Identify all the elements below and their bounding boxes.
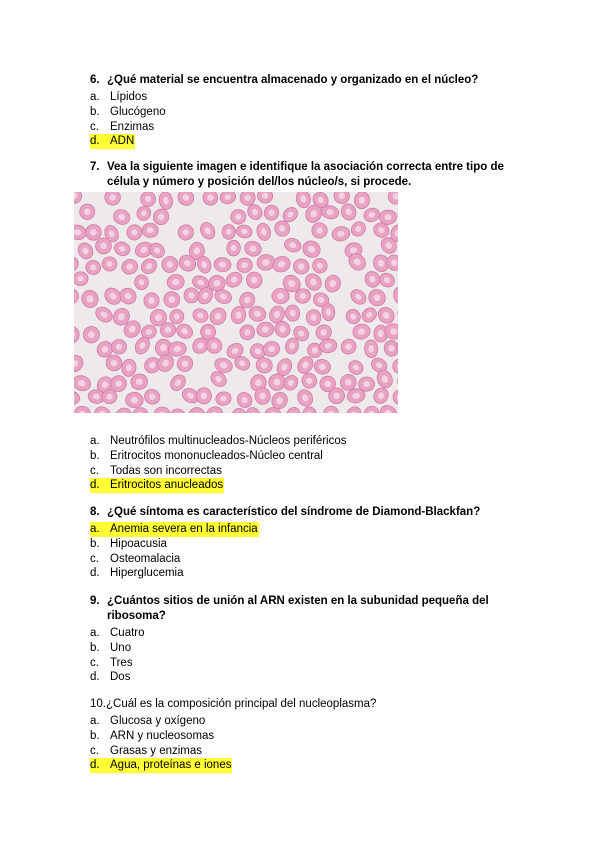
red-blood-cell [302,406,318,413]
red-blood-cell [102,192,123,208]
red-blood-cell [138,256,159,277]
red-blood-cell [235,256,253,274]
option-a [90,714,530,729]
option-text: Glucógeno [110,105,166,118]
red-blood-cell [362,206,381,223]
option-b [90,449,530,464]
option-d-highlighted [90,478,530,493]
red-blood-cell [313,358,332,376]
red-blood-cell [174,322,195,342]
red-blood-cell [117,285,139,307]
option-letter: a. [90,435,100,447]
red-blood-cell [300,238,323,261]
option-text: Dos [110,671,131,684]
option-letter: d. [90,671,100,684]
red-blood-cell [263,204,281,222]
red-blood-cell [235,224,253,240]
option-c [90,552,530,567]
option-text: Hiperglucemia [110,567,184,580]
red-blood-cell [74,272,88,286]
red-blood-cell [351,323,371,341]
option-c [90,744,530,759]
question-10 [90,697,530,773]
red-blood-cell [186,405,208,413]
option-d-highlighted [90,758,530,773]
question-7 [90,160,530,190]
option-letter: b. [90,641,100,654]
red-blood-cell [134,274,149,290]
red-blood-cell [100,255,118,273]
option-letter: d. [90,134,110,149]
red-blood-cell [230,305,248,325]
option-a [90,626,530,641]
red-blood-cell [93,405,112,413]
option-text: Cuatro [110,627,145,639]
blood-smear-svg [74,192,398,413]
option-text: Lípidos [110,91,148,103]
red-blood-cell [111,339,127,354]
red-blood-cell [238,323,258,343]
option-a-highlighted [90,522,530,537]
red-blood-cell [158,192,174,211]
option-letter: a. [90,522,110,537]
red-blood-cell [120,257,140,276]
red-blood-cell [397,306,398,321]
question-number: 6. [90,74,100,86]
red-blood-cell [295,387,316,409]
red-blood-cell [84,259,102,276]
red-blood-cell [256,321,275,338]
option-letter: d. [90,478,110,493]
red-blood-cell [80,288,101,309]
red-blood-cell [175,222,196,243]
red-blood-cell [270,254,292,275]
question-number: 7. [90,161,100,173]
option-letter: d. [90,758,110,773]
option-b [90,729,530,744]
red-blood-cell [121,358,137,377]
option-text: Neutrófilos multinucleados-Núcleos periféricos [110,435,347,447]
option-a [90,434,530,449]
option-letter: b. [90,537,100,550]
option-text: Agua, proteínas e iones [110,759,232,772]
blood-smear-image [74,192,398,413]
red-blood-cell [331,225,351,242]
option-text: ADN [110,135,135,148]
red-blood-cell [292,258,311,276]
question-9-title [90,594,530,624]
option-text: ARN y nucleosomas [110,729,215,742]
option-text: Uno [110,641,132,654]
red-blood-cell [191,306,211,325]
option-letter: b. [90,729,100,742]
red-blood-cell [272,288,290,304]
red-blood-cell [321,303,335,321]
red-blood-cell [125,392,144,409]
red-blood-cell [142,291,161,310]
red-blood-cell [348,287,369,308]
red-blood-cell [74,390,81,406]
red-blood-cell [390,357,398,376]
red-blood-cell [160,254,180,274]
question-6 [90,73,530,149]
option-c [90,656,530,671]
red-blood-cell [81,325,101,345]
option-text: Glucosa y oxígeno [110,715,206,727]
option-letter: c. [90,120,99,133]
red-blood-cell [256,192,275,205]
option-d-highlighted [90,134,530,149]
question-text: ¿Cuántos sitios de unión al ARN existen en la subunidad pequeña del ribosoma? [107,595,489,622]
red-blood-cell [396,372,398,391]
red-blood-cell [226,240,241,257]
question-8 [90,505,530,581]
question-7-title [90,160,530,190]
red-blood-cell [348,219,368,239]
red-blood-cell [300,371,319,391]
red-blood-cell [74,192,82,203]
red-blood-cell [198,220,218,242]
option-b [90,537,530,552]
red-blood-cell [255,221,273,242]
red-blood-cell [283,237,303,254]
red-blood-cell [377,271,397,290]
option-c [90,464,530,479]
red-blood-cell [183,287,199,303]
question-text: ¿Qué material se encuentra almacenado y organizado en el núcleo? [107,74,479,86]
red-blood-cell [74,352,86,375]
question-number: 9. [90,595,100,607]
red-blood-cell [365,286,388,309]
option-d [90,566,530,581]
question-8-title [90,505,530,520]
red-blood-cell [391,388,398,407]
red-blood-cell [295,192,312,209]
red-blood-cell [284,406,302,413]
option-letter: c. [90,744,99,757]
option-text: Eritrocitos anucleados [110,479,224,492]
red-blood-cell [140,192,155,207]
option-b [90,105,530,120]
red-blood-cell [364,340,378,358]
red-blood-cell [343,306,363,326]
option-text: Grasas y enzimas [110,744,203,757]
red-blood-cell [161,288,183,310]
red-blood-cell [142,387,163,407]
red-blood-cell [396,205,398,224]
question-6-title [90,73,530,88]
red-blood-cell [74,256,78,271]
red-blood-cell [124,222,145,243]
question-7-options [90,432,530,493]
option-letter: b. [90,105,100,118]
red-blood-cell [321,404,341,413]
option-letter: c. [90,464,99,477]
red-blood-cell [75,240,95,261]
option-a [90,90,530,105]
red-blood-cell [338,336,359,357]
option-letter: b. [90,449,100,462]
red-blood-cell [166,273,185,291]
red-blood-cell [168,406,188,413]
red-blood-cell [142,223,159,238]
option-b [90,641,530,656]
option-letter: a. [90,715,100,727]
red-blood-cell [343,404,364,413]
option-letter: a. [90,91,100,103]
red-blood-cell [219,192,237,205]
red-blood-cell [93,304,115,325]
red-blood-cell [112,239,132,258]
red-blood-cell [111,207,132,227]
question-text: ¿Qué síntoma es característico del síndrome de Diamond-Blackfan? [107,506,481,518]
red-blood-cell [200,192,221,208]
red-blood-cell [74,373,93,393]
red-blood-cell [385,192,398,207]
question-9 [90,594,530,685]
option-c [90,120,530,135]
red-blood-cell [359,305,379,325]
option-text: Hipoacusia [110,537,167,550]
question-10-title [90,697,530,712]
question-number: 10. [90,698,106,710]
question-number: 8. [90,506,100,518]
red-blood-cell [382,339,398,358]
option-text: Osteomalacia [110,552,181,565]
red-blood-cell [230,208,247,225]
red-blood-cell [378,403,398,413]
option-letter: d. [90,567,100,580]
question-text: Vea la siguiente imagen e identifique la asociación correcta entre tipo de célula y número y posición del/los núcleo/s, si procede. [107,161,504,188]
red-blood-cell [74,326,80,343]
option-letter: c. [90,656,99,669]
red-blood-cell [154,407,171,413]
red-blood-cell [353,192,371,210]
red-blood-cell [306,309,322,326]
red-blood-cell [215,390,233,406]
red-blood-cell [362,404,381,413]
option-letter: a. [90,627,100,639]
red-blood-cell [196,388,211,404]
red-blood-cell [392,286,398,306]
red-blood-cell [74,286,81,306]
red-blood-cell [222,224,236,239]
red-blood-cell [78,203,96,221]
option-text: Tres [110,656,133,669]
red-blood-cell [245,271,263,289]
option-d [90,670,530,685]
red-blood-cell [175,192,197,209]
red-blood-cell [74,404,92,413]
option-text: Anemia severa en la infancia [110,523,258,535]
question-text: ¿Cuál es la composición principal del nucleoplasma? [106,698,377,710]
red-blood-cell [312,223,328,238]
red-blood-cell [310,256,329,275]
red-blood-cell [371,385,391,406]
option-text: Enzimas [110,120,155,133]
red-blood-cell [285,304,301,321]
red-blood-cell [323,273,343,294]
option-text: Eritrocitos mononucleados-Núcleo central [110,449,323,462]
red-blood-cell [375,304,397,326]
option-letter: c. [90,552,99,565]
red-blood-cell [243,239,263,258]
option-text: Todas son incorrectas [110,464,222,477]
red-blood-cell [213,257,231,272]
